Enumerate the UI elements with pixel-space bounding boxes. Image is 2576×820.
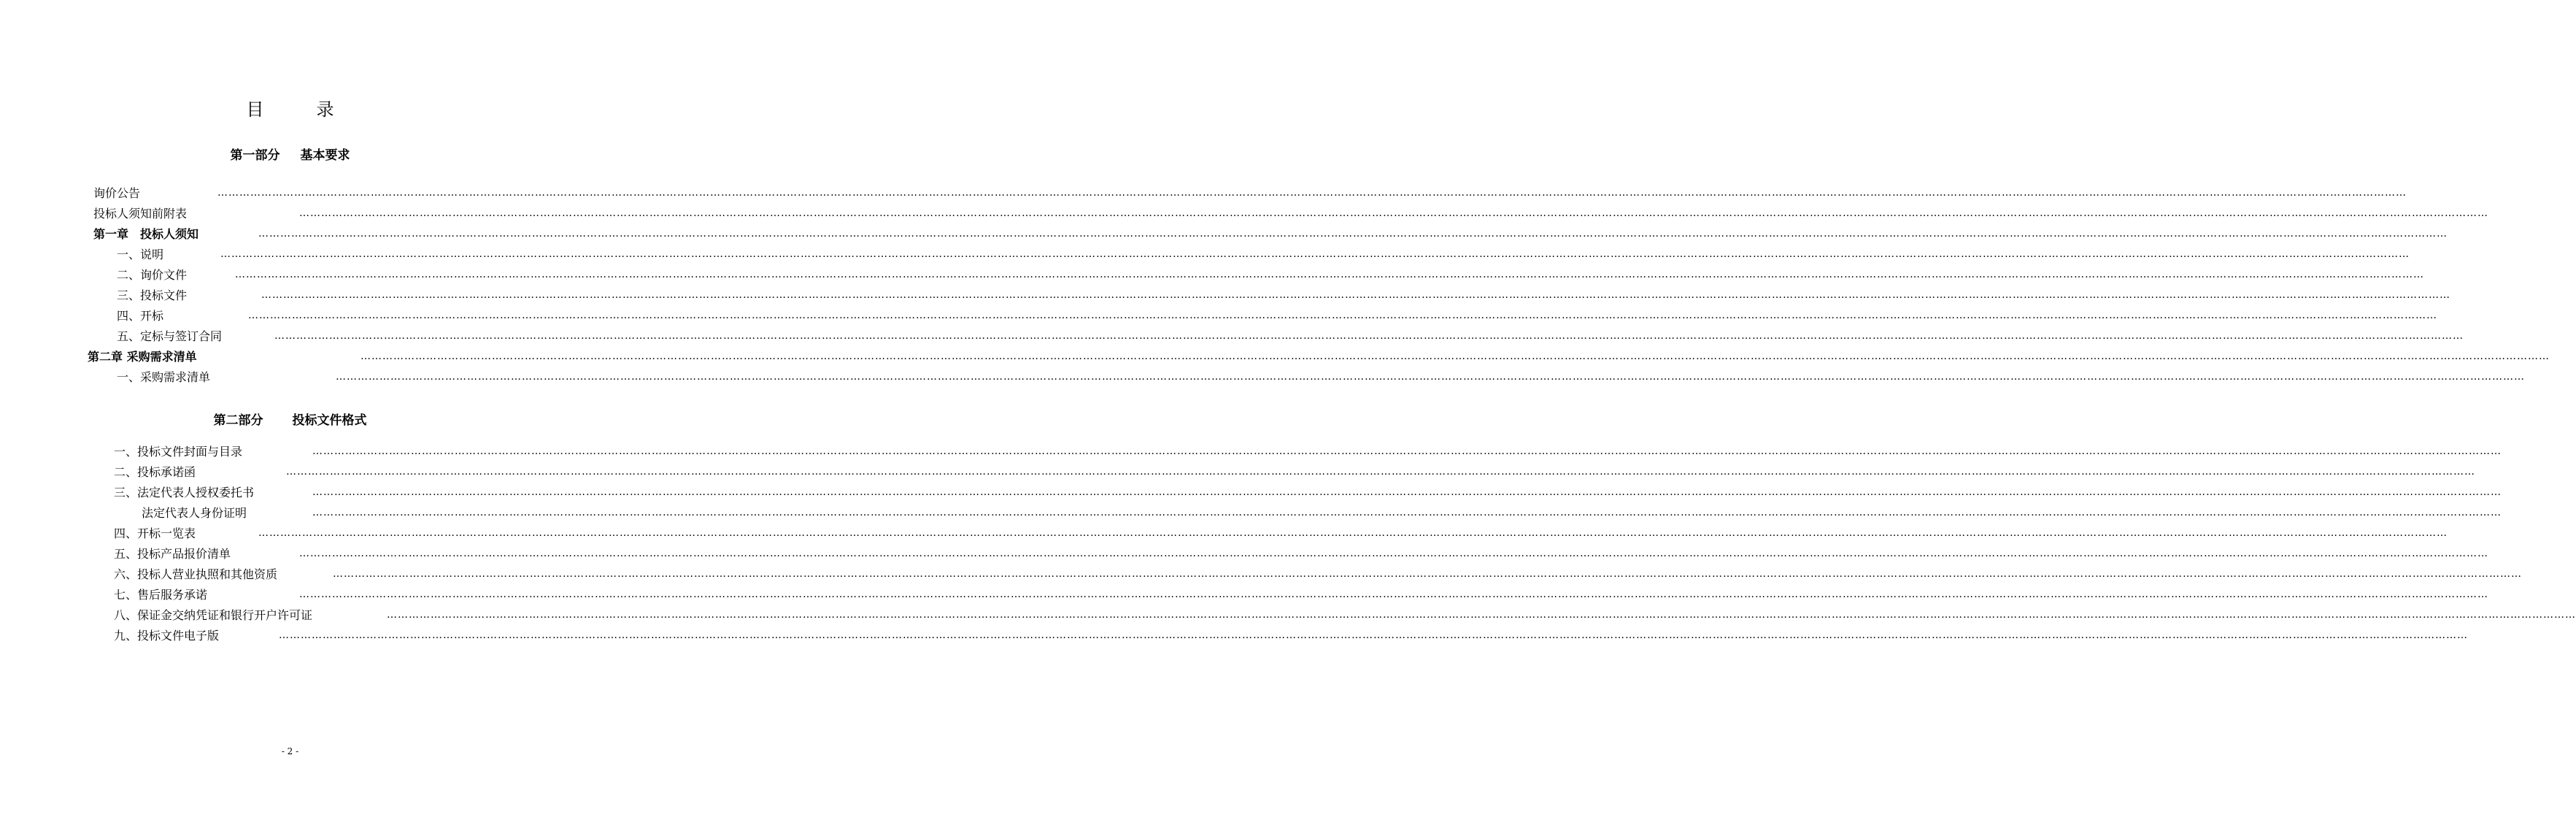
leader-dots: …………………………………………………………………………………………………………………………………………………………………………………………………………………………………………………………………………………………………………………………………………………………………………………………………………………………………………………………………………………………………………………………………………………… xyxy=(312,507,2502,518)
leader-dots: …………………………………………………………………………………………………………………………………………………………………………………………………………………………………………………………………………………………………………………………………………………………………………………………………………………………………………………………………………………………………………………………………………………… xyxy=(336,371,2525,383)
leader-dots: …………………………………………………………………………………………………………………………………………………………………………………………………………………………………………………………………………………………………………………………………………………………………………………………………………………………………………………………………………………………………………………………………………………… xyxy=(299,589,2488,600)
leader-dots: …………………………………………………………………………………………………………………………………………………………………………………………………………………………………………………………………………………………………………………………………………………………………………………………………………………………………………………………………………………………………………………………………………………… xyxy=(235,269,2424,280)
toc-chapter-entry[interactable]: 第二章 采购需求清单 xyxy=(88,350,197,364)
leader-dots: …………………………………………………………………………………………………………………………………………………………………………………………………………………………………………………………………………………………………………………………………………………………………………………………………………………………………………………………………………………………………………………………………………………… xyxy=(299,548,2488,559)
page-number: - 2 - xyxy=(281,746,299,756)
toc-entry[interactable]: 法定代表人身份证明 xyxy=(142,506,247,520)
part-two-name: 投标文件格式 xyxy=(292,413,367,428)
part-two-heading xyxy=(0,410,580,428)
toc-chapter-entry[interactable]: 第一章 投标人须知 xyxy=(93,227,199,241)
part-two-label: 第二部分 xyxy=(213,413,263,428)
leader-dots: …………………………………………………………………………………………………………………………………………………………………………………………………………………………………………………………………………………………………………………………………………………………………………………………………………………………………………………………………………………………………………………………………………………… xyxy=(261,289,2450,301)
toc-entry[interactable]: 七、售后服务承诺 xyxy=(114,588,208,602)
toc-entry[interactable]: 投标人须知前附表 xyxy=(93,207,188,221)
leader-dots: …………………………………………………………………………………………………………………………………………………………………………………………………………………………………………………………………………………………………………………………………………………………………………………………………………………………………………………………………………………………………………………………………………………… xyxy=(258,527,2448,539)
toc-entry[interactable]: 五、定标与签订合同 xyxy=(117,329,223,343)
leader-dots: …………………………………………………………………………………………………………………………………………………………………………………………………………………………………………………………………………………………………………………………………………………………………………………………………………………………………………………………………………………………………………………………………………………… xyxy=(312,445,2502,457)
part-one-heading xyxy=(0,145,580,163)
toc-entry[interactable]: 询价公告 xyxy=(93,186,141,200)
leader-dots: …………………………………………………………………………………………………………………………………………………………………………………………………………………………………………………………………………………………………………………………………………………………………………………………………………………………………………………………………………………………………………………………………………………… xyxy=(217,187,2407,199)
toc-entry[interactable]: 二、投标承诺函 xyxy=(114,465,196,479)
leader-dots: …………………………………………………………………………………………………………………………………………………………………………………………………………………………………………………………………………………………………………………………………………………………………………………………………………………………………………………………………………………………………………………………………………………… xyxy=(312,486,2502,498)
toc-entry[interactable]: 六、投标人营业执照和其他资质 xyxy=(114,567,278,581)
toc-entry[interactable]: 四、开标 xyxy=(117,309,164,323)
toc-entry[interactable]: 一、采购需求清单 xyxy=(117,370,211,384)
toc-entry[interactable]: 二、询价文件 xyxy=(117,268,188,282)
toc-entry[interactable]: 三、投标文件 xyxy=(117,288,188,302)
leader-dots: …………………………………………………………………………………………………………………………………………………………………………………………………………………………………………………………………………………………………………………………………………………………………………………………………………………………………………………………………………………………………………………………………………………… xyxy=(333,568,2522,580)
leader-dots: …………………………………………………………………………………………………………………………………………………………………………………………………………………………………………………………………………………………………………………………………………………………………………………………………………………………………………………………………………………………………………………………………………………… xyxy=(286,466,2475,478)
toc-entry[interactable]: 九、投标文件电子版 xyxy=(114,629,220,643)
toc-entry[interactable]: 一、投标文件封面与目录 xyxy=(114,445,243,459)
toc-title xyxy=(0,95,580,120)
part-one-label: 第一部分 xyxy=(230,148,280,163)
toc-entry[interactable]: 八、保证金交纳凭证和银行开户许可证 xyxy=(114,608,313,622)
leader-dots: …………………………………………………………………………………………………………………………………………………………………………………………………………………………………………………………………………………………………………………………………………………………………………………………………………………………………………………………………………………………………………………………………………………… xyxy=(274,330,2464,342)
leader-dots: …………………………………………………………………………………………………………………………………………………………………………………………………………………………………………………………………………………………………………………………………………………………………………………………………………………………………………………………………………………………………………………………………………………… xyxy=(248,310,2437,321)
leader-dots: …………………………………………………………………………………………………………………………………………………………………………………………………………………………………………………………………………………………………………………………………………………………………………………………………………………………………………………………………………………………………………………………………………………… xyxy=(220,248,2410,260)
toc-title-left: 目 xyxy=(246,99,264,120)
toc-entry[interactable]: 五、投标产品报价清单 xyxy=(114,547,231,561)
toc-entry[interactable]: 三、法定代表人授权委托书 xyxy=(114,486,255,499)
toc-entry[interactable]: 四、开标一览表 xyxy=(114,526,196,540)
leader-dots: …………………………………………………………………………………………………………………………………………………………………………………………………………………………………………………………………………………………………………………………………………………………………………………………………………………………………………………………………………………………………………………………………………………… xyxy=(360,350,2550,362)
leader-dots: …………………………………………………………………………………………………………………………………………………………………………………………………………………………………………………………………………………………………………………………………………………………………………………………………………………………………………………………………………………………………………………………………………………… xyxy=(258,228,2448,240)
toc-entry[interactable]: 一、说明 xyxy=(117,248,164,261)
toc-title-right: 录 xyxy=(316,99,334,120)
leader-dots: …………………………………………………………………………………………………………………………………………………………………………………………………………………………………………………………………………………………………………………………………………………………………………………………………………………………………………………………………………………………………………………………………………………… xyxy=(299,207,2488,219)
leader-dots: …………………………………………………………………………………………………………………………………………………………………………………………………………………………………………………………………………………………………………………………………………………………………………………………………………………………………………………………………………………………………………………………………………………… xyxy=(279,629,2468,641)
part-one-name: 基本要求 xyxy=(300,148,350,163)
leader-dots: …………………………………………………………………………………………………………………………………………………………………………………………………………………………………………………………………………………………………………………………………………………………………………………………………………………………………………………………………………………………………………………………………………………… xyxy=(387,609,2576,621)
